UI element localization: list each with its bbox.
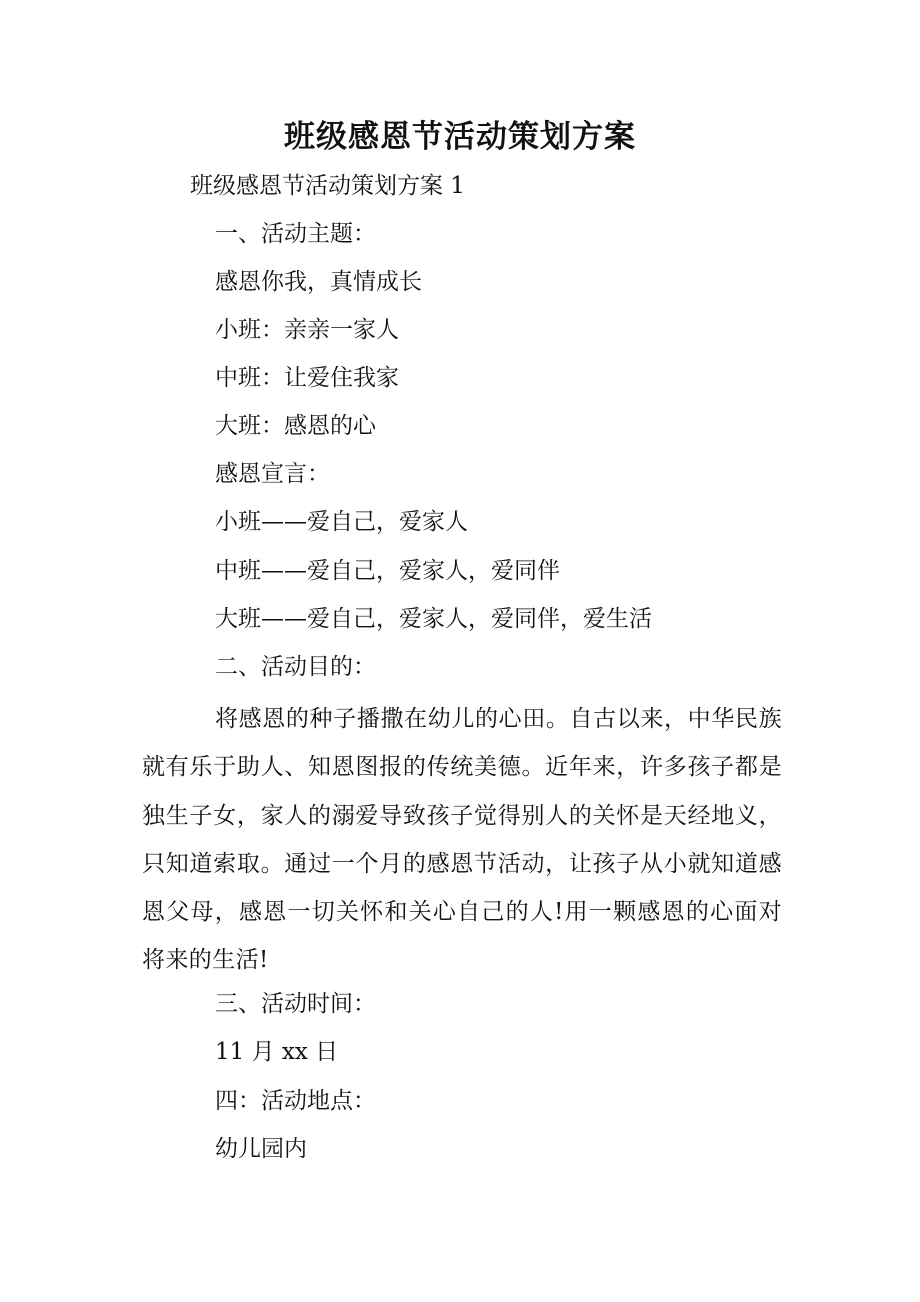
declaration-small-class: 小班——爱自己，爱家人 [215,509,468,535]
declaration-middle-class: 中班——爱自己，爱家人，爱同伴 [215,558,560,584]
section-subtitle: 班级感恩节活动策划方案 1 [190,173,465,199]
activity-date: 11 月 xx 日 [215,1039,339,1065]
theme-middle-class: 中班：让爱住我家 [215,365,399,391]
theme-text: 感恩你我，真情成长 [215,269,422,295]
heading-activity-location: 四：活动地点： [215,1088,376,1114]
theme-big-class: 大班：感恩的心 [215,413,376,439]
activity-location: 幼儿园内 [215,1136,307,1162]
heading-activity-theme: 一、活动主题： [215,221,376,247]
document-title: 班级感恩节活动策划方案 [284,119,636,155]
declaration-big-class: 大班——爱自己，爱家人，爱同伴，爱生活 [215,606,652,632]
declaration-heading: 感恩宣言： [215,461,330,487]
heading-activity-purpose: 二、活动目的： [215,654,376,680]
theme-small-class: 小班：亲亲一家人 [215,317,399,343]
heading-activity-time: 三、活动时间： [215,991,376,1017]
purpose-paragraph: 将感恩的种子播撒在幼儿的心田。自古以来，中华民族就有乐于助人、知恩图报的传统美德。近年来，许多孩子都是独生子女，家人的溺爱导致孩子觉得别人的关怀是天经地义，只知道索取。通过一个月的感恩节活动，让孩子从小就知道感恩父母，感恩一切关怀和关心自己的人!用一颗感恩的心面对将来的生活! [142,706,782,974]
